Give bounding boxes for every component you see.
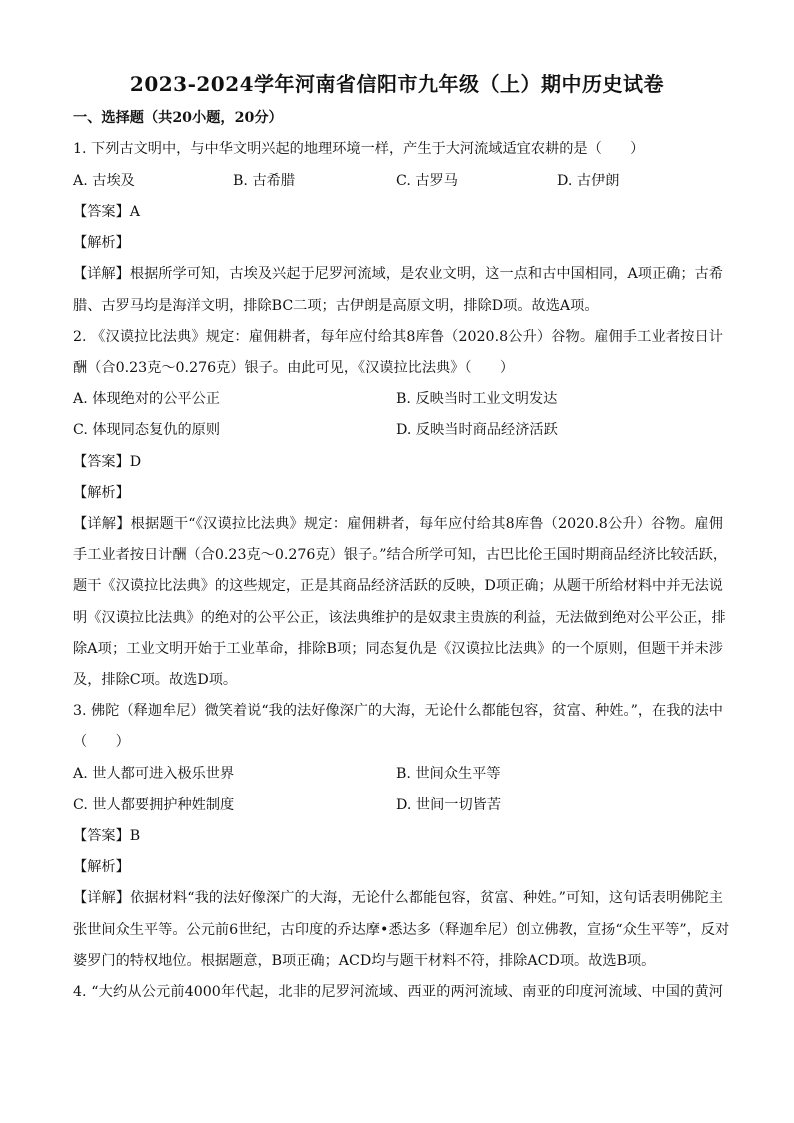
question-3-option-d: D. 世间一切皆苦	[396, 797, 502, 813]
question-1-option-d: D. 古伊朗	[557, 173, 620, 189]
question-3-analysis-label: 【解析】	[73, 859, 130, 875]
question-2-analysis-label: 【解析】	[73, 485, 130, 501]
question-1-analysis-label: 【解析】	[73, 235, 130, 251]
question-1-option-a: A. 古埃及	[73, 173, 135, 189]
question-3-stem-line: 3. 佛陀（释迦牟尼）微笑着说“我的法好像深广的大海，无论什么都能包容，贫富、种姓。”，在我的法中	[73, 703, 723, 719]
question-1-answer: 【答案】A	[73, 204, 140, 220]
question-2-option-d: D. 反映当时商品经济活跃	[396, 422, 558, 438]
question-1-option-c: C. 古罗马	[396, 173, 458, 189]
page-title: 2023-2024学年河南省信阳市九年级（上）期中历史试卷	[129, 72, 665, 96]
question-3-detail-line: 【详解】依据材料“我的法好像深广的大海，无论什么都能包容，贫富、种姓。”可知，这句话表明佛陀主	[73, 890, 723, 906]
question-2-stem-line: 酬（合0.23克～0.276克）银子。由此可见，《汉谟拉比法典》（ ）	[73, 360, 515, 376]
question-2-option-a: A. 体现绝对的公平公正	[73, 391, 220, 407]
question-3-stem-line: （ ）	[73, 734, 130, 750]
question-2-detail-line: 题干《汉谟拉比法典》的这些规定，正是其商品经济活跃的反映，D项正确；从题干所给材料中并无法说	[73, 578, 723, 594]
question-2-detail-line: 【详解】根据题干“《汉谟拉比法典》规定：雇佣耕者，每年应付给其8库鲁（2020.8公升）谷物。雇佣	[73, 516, 723, 532]
question-2-detail-line: 明《汉谟拉比法典》的绝对的公平公正，该法典维护的是奴隶主贵族的利益，无法做到绝对公平公正，排	[73, 610, 726, 626]
question-2-detail-line: 手工业者按日计酬（合0.23克～0.276克）银子。”结合所学可知，古巴比伦王国时期商品经济比较活跃，	[73, 547, 728, 563]
question-1-detail-line: 腊、古罗马均是海洋文明，排除BC二项；古伊朗是高原文明，排除D项。故选A项。	[73, 298, 599, 314]
question-2-stem-line: 2. 《汉谟拉比法典》规定：雇佣耕者，每年应付给其8库鲁（2020.8公升）谷物。雇佣手工业者按日计	[73, 329, 723, 345]
question-2-option-c: C. 体现同态复仇的原则	[73, 422, 221, 438]
question-2-detail-line: 除A项；工业文明开始于工业革命，排除B项；同态复仇是《汉谟拉比法典》的一个原则，但题干并未涉	[73, 641, 723, 657]
question-2-answer: 【答案】D	[73, 454, 142, 470]
question-3-option-b: B. 世间众生平等	[396, 766, 501, 782]
question-3-option-c: C. 世人都要拥护种姓制度	[73, 797, 235, 813]
question-3-answer: 【答案】B	[73, 828, 141, 844]
question-3-option-a: A. 世人都可进入极乐世界	[73, 766, 235, 782]
question-1-option-b: B. 古希腊	[233, 173, 296, 189]
question-3-detail-line: 婆罗门的特权地位。根据题意，B项正确；ACD均与题干材料不符，排除ACD项。故选B项。	[73, 953, 656, 969]
section-heading: 一、选择题（共20小题，20分）	[73, 110, 283, 126]
question-2-option-b: B. 反映当时工业文明发达	[396, 391, 558, 407]
question-3-detail-line: 张世间众生平等。公元前6世纪，古印度的乔达摩•悉达多（释迦牟尼）创立佛教，宣扬“众生平等”，反对	[73, 922, 730, 938]
question-1-stem: 1. 下列古文明中，与中华文明兴起的地理环境一样，产生于大河流域适宜农耕的是（ ）	[73, 141, 645, 157]
question-2-detail-line: 及，排除C项。故选D项。	[73, 672, 238, 688]
question-4-stem-line: 4. “大约从公元前4000年代起，北非的尼罗河流域、西亚的两河流域、南亚的印度河流域、中国的黄河	[73, 984, 723, 1000]
question-1-detail-line: 【详解】根据所学可知，古埃及兴起于尼罗河流域，是农业文明，这一点和古中国相同，A项正确；古希	[73, 266, 723, 282]
